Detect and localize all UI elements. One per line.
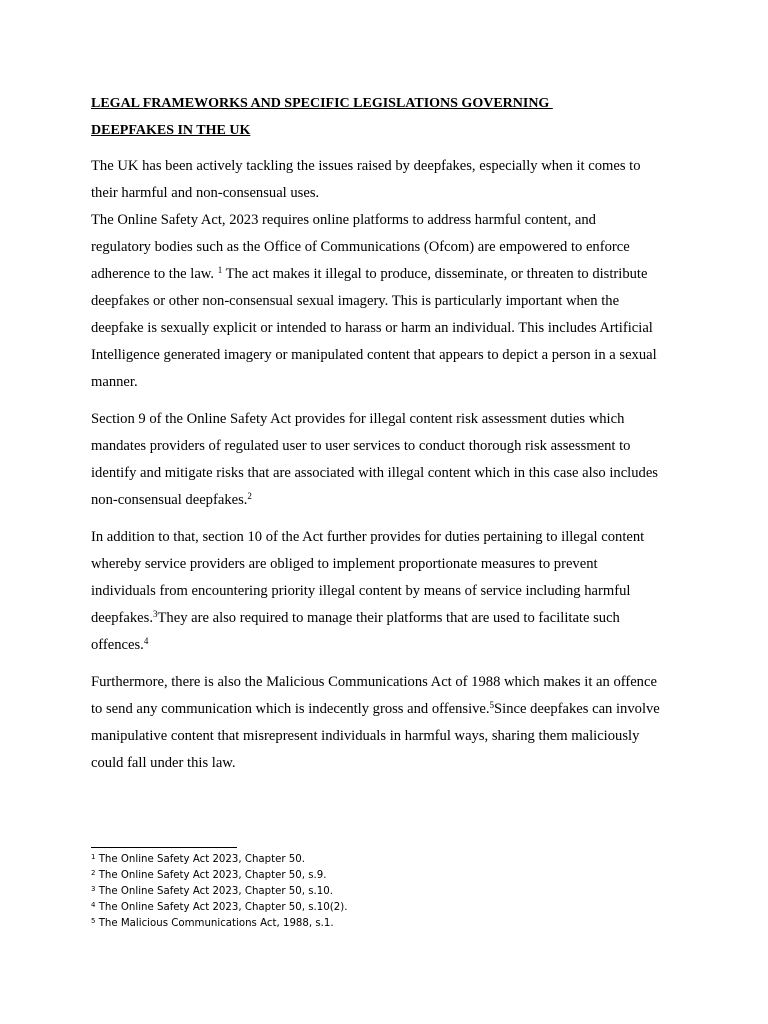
text-line: could fall under this law.	[91, 755, 236, 771]
footnote	[91, 900, 591, 916]
document-body	[91, 90, 687, 787]
paragraph-section-10	[91, 524, 687, 659]
text-span: non-consensual deepfakes.	[91, 492, 248, 508]
text-line	[91, 261, 687, 288]
footnote-text: The Online Safety Act 2023, Chapter 50, s.10(2).	[95, 902, 348, 913]
text-line: whereby service providers are obliged to implement proportionate measures to prevent	[91, 556, 598, 572]
text-line: regulatory bodies such as the Office of Communications (Ofcom) are empowered to enforce	[91, 239, 630, 255]
text-line: their harmful and non-consensual uses.	[91, 185, 320, 201]
text-line: deepfake is sexually explicit or intended to harass or harm an individual. This includes Artificial	[91, 320, 653, 336]
paragraph-malicious-communications	[91, 669, 687, 777]
footnote-ref[interactable]: 3	[153, 609, 158, 619]
text-line	[91, 632, 687, 659]
footnotes	[91, 852, 591, 932]
footnote-ref[interactable]: 1	[217, 265, 223, 275]
footnote-text: The Online Safety Act 2023, Chapter 50.	[95, 854, 306, 865]
text-line: identify and mitigate risks that are associated with illegal content which in this case also includes	[91, 465, 658, 481]
text-line: The Online Safety Act, 2023 requires online platforms to address harmful content, and	[91, 212, 596, 228]
text-line: mandates providers of regulated user to user services to conduct thorough risk assessment to	[91, 438, 631, 454]
heading-line-1: LEGAL FRAMEWORKS AND SPECIFIC LEGISLATIONS GOVERNING	[91, 96, 553, 111]
text-span: offences.	[91, 637, 144, 653]
document-heading	[91, 90, 687, 144]
footnote	[91, 916, 591, 932]
footnote-number: 5	[91, 917, 96, 925]
paragraph-section-9	[91, 406, 687, 514]
text-line: The UK has been actively tackling the issues raised by deepfakes, especially when it comes to	[91, 158, 641, 174]
footnote-text: The Malicious Communications Act, 1988, s.1.	[95, 918, 334, 929]
text-line: In addition to that, section 10 of the Act further provides for duties pertaining to illegal content	[91, 529, 645, 545]
text-span: The act makes it illegal to produce, disseminate, or threaten to distribute	[222, 266, 648, 282]
text-line: Section 9 of the Online Safety Act provides for illegal content risk assessment duties which	[91, 411, 625, 427]
footnote-text: The Online Safety Act 2023, Chapter 50, s.9.	[95, 870, 327, 881]
text-line: individuals from encountering priority illegal content by means of service including harmful	[91, 583, 631, 599]
footnote-number: 2	[91, 869, 96, 877]
footnote-separator	[91, 847, 237, 848]
footnote-number: 3	[91, 885, 96, 893]
footnote-text: The Online Safety Act 2023, Chapter 50, s.10.	[95, 886, 333, 897]
footnote-ref[interactable]: 4	[143, 636, 149, 646]
footnote-number: 4	[91, 901, 96, 909]
text-line: Furthermore, there is also the Malicious Communications Act of 1988 which makes it an offence	[91, 674, 657, 690]
text-span: deepfakes.	[91, 610, 153, 626]
footnote-ref[interactable]: 5	[489, 700, 495, 710]
text-span: adherence to the law.	[91, 266, 218, 282]
paragraph-online-safety-act	[91, 207, 687, 396]
text-line: manipulative content that misrepresent individuals in harmful ways, sharing them maliciously	[91, 728, 640, 744]
footnote	[91, 868, 591, 884]
text-line	[91, 605, 687, 632]
text-span: to send any communication which is indecently gross and offensive.	[91, 701, 490, 717]
footnote	[91, 852, 591, 868]
text-line: deepfakes or other non-consensual sexual imagery. This is particularly important when the	[91, 293, 620, 309]
text-line: Intelligence generated imagery or manipulated content that appears to depict a person in a sexual	[91, 347, 657, 363]
heading-line-2: DEEPFAKES IN THE UK	[91, 123, 251, 138]
text-line	[91, 487, 687, 514]
text-line: manner.	[91, 374, 138, 390]
footnote-number: 1	[91, 853, 96, 861]
paragraph-intro	[91, 153, 687, 207]
footnote	[91, 884, 591, 900]
text-line	[91, 696, 687, 723]
text-span: They are also required to manage their platforms that are used to facilitate such	[157, 610, 620, 626]
footnote-ref[interactable]: 2	[247, 491, 252, 501]
text-span: Since deepfakes can involve	[494, 701, 660, 717]
